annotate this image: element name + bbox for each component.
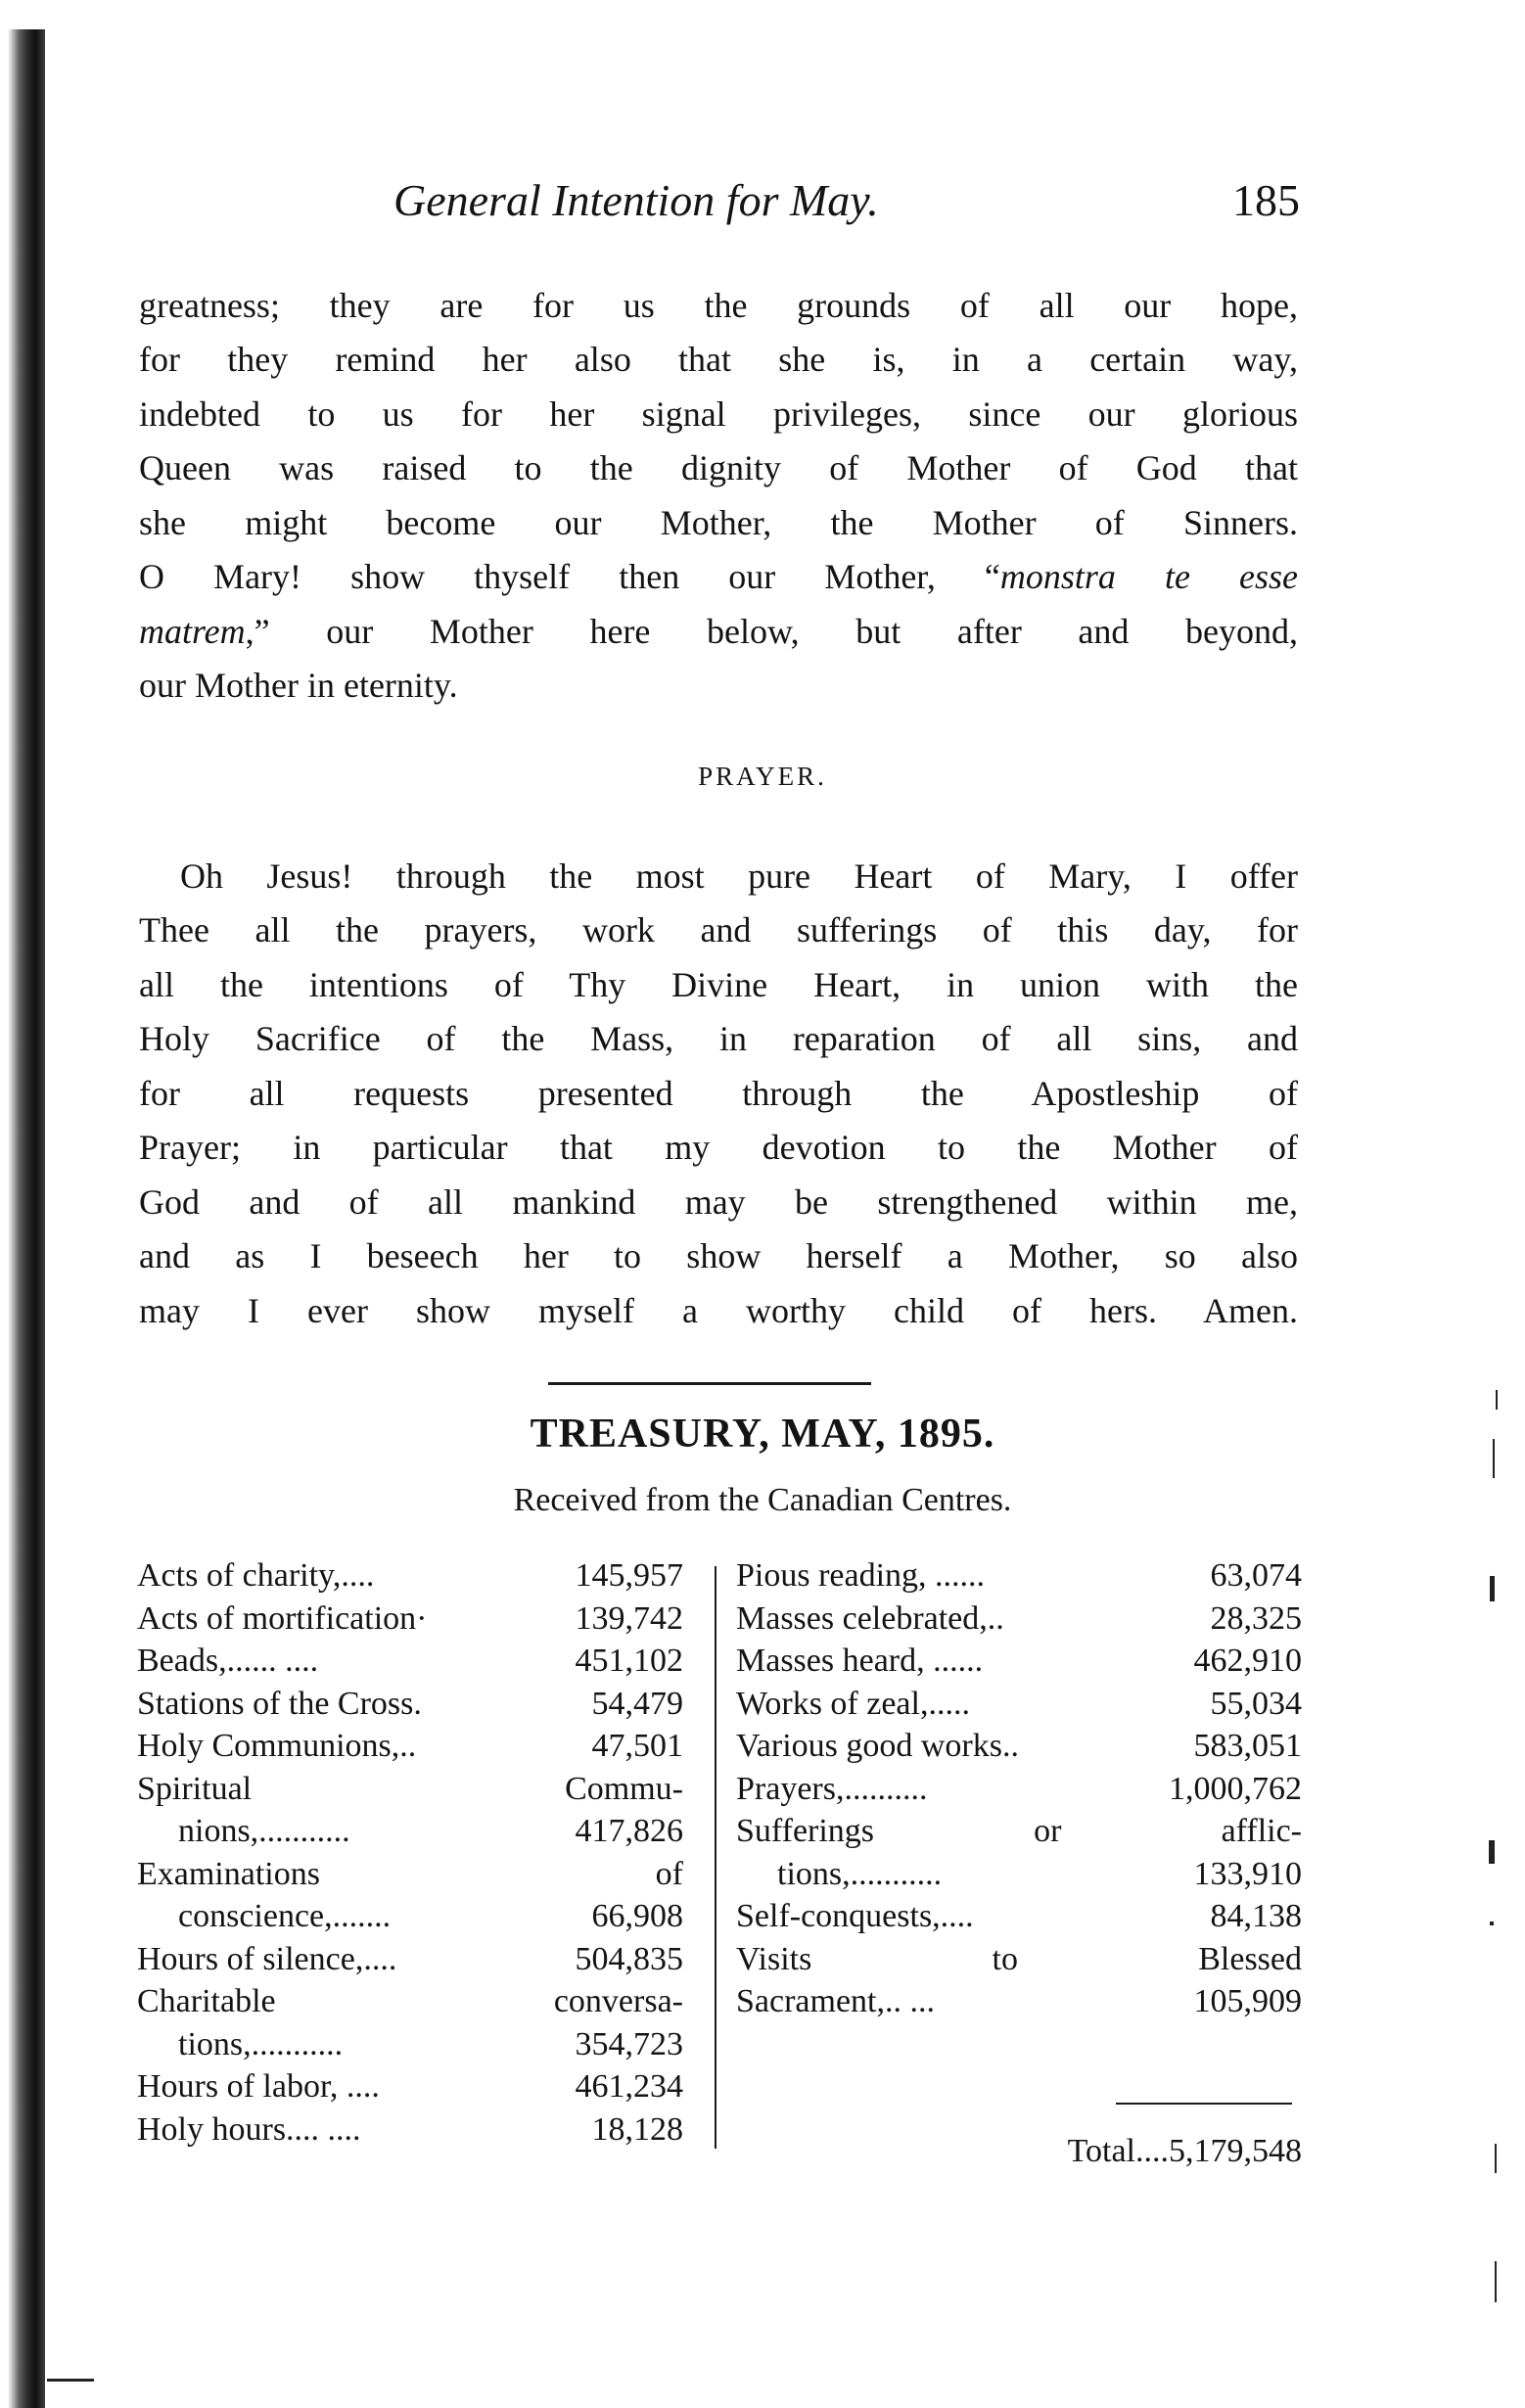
treasury-row bbox=[736, 1853, 1302, 1896]
treasury-row-label: Hours of labor, .... bbox=[137, 2068, 380, 2105]
scan-speck bbox=[1490, 1576, 1495, 1601]
book-spine-edge bbox=[8, 29, 45, 2408]
body-line-with-latin: O Mary! show thyself then our Mother, “monstra te esse bbox=[139, 557, 1298, 596]
body-line: Queen was raised to the dignity of Mother of God that bbox=[139, 448, 1298, 487]
treasury-row bbox=[736, 1598, 1302, 1641]
treasury-row bbox=[137, 2023, 683, 2066]
treasury-row-label: conscience,....... bbox=[178, 1898, 392, 1934]
body-line: greatness; they are for us the grounds of all our hope, bbox=[139, 286, 1298, 325]
treasury-row-value: 583,051 bbox=[1193, 1728, 1302, 1764]
treasury-row bbox=[137, 2108, 683, 2152]
scan-speck bbox=[1495, 2144, 1497, 2173]
treasury-row-value: 145,957 bbox=[575, 1557, 683, 1594]
body-line-with-latin: matrem,” our Mother here below, but after and beyond, bbox=[139, 612, 1298, 651]
scan-speck bbox=[1489, 1840, 1495, 1864]
running-title: General Intention for May. bbox=[393, 175, 879, 225]
treasury-row-label: Sufferings or afflic- bbox=[736, 1813, 1302, 1849]
treasury-row-label: Charitable conversa- bbox=[137, 1983, 683, 2019]
treasury-row bbox=[137, 1810, 683, 1853]
treasury-row bbox=[137, 1853, 683, 1896]
treasury-row-label: Various good works.. bbox=[736, 1728, 1019, 1764]
treasury-row bbox=[137, 1598, 683, 1641]
treasury-total: Total....5,179,548 bbox=[1067, 2133, 1302, 2169]
treasury-row-value: 47,501 bbox=[591, 1728, 683, 1764]
body-line: indebted to us for her signal privileges, since our glorious bbox=[139, 394, 1298, 434]
treasury-row-label: Holy hours.... .... bbox=[137, 2110, 361, 2148]
treasury-row-value: 1,000,762 bbox=[1169, 1770, 1302, 1807]
spine-foot-mark bbox=[47, 2379, 94, 2382]
body-line: for they remind her also that she is, in a certain way, bbox=[139, 340, 1298, 379]
body-line: she might become our Mother, the Mother of Sinners. bbox=[139, 503, 1298, 542]
treasury-row-label: Hours of silence,.... bbox=[137, 1940, 397, 1977]
scan-speck bbox=[1495, 2261, 1497, 2302]
treasury-row bbox=[736, 1725, 1302, 1768]
treasury-row-value: 504,835 bbox=[575, 1940, 683, 1977]
treasury-row-value: 55,034 bbox=[1210, 1685, 1302, 1722]
treasury-row-label: Masses heard, ...... bbox=[736, 1643, 984, 1679]
total-rule bbox=[1116, 2103, 1292, 2105]
treasury-row-label: Masses celebrated,.. bbox=[736, 1599, 1004, 1637]
treasury-row-label: Acts of mortification· bbox=[137, 1599, 428, 1637]
treasury-row bbox=[736, 1810, 1302, 1853]
prayer-line: and as I beseech her to show herself a Mother, so also bbox=[139, 1236, 1298, 1275]
treasury-row bbox=[736, 1640, 1302, 1683]
treasury-row bbox=[736, 1938, 1302, 1981]
treasury-row-value: 105,909 bbox=[1193, 1983, 1302, 2019]
prayer-line: may I ever show myself a worthy child of hers. Amen. bbox=[139, 1291, 1298, 1330]
treasury-row-value: 84,138 bbox=[1210, 1898, 1302, 1934]
treasury-row bbox=[736, 1554, 1302, 1598]
prayer-line: God and of all mankind may be strengthened within me, bbox=[139, 1182, 1298, 1222]
treasury-row-label: Spiritual Commu- bbox=[137, 1770, 683, 1807]
treasury-row-label: Self-conquests,.... bbox=[736, 1898, 974, 1934]
treasury-row-value: 133,910 bbox=[1193, 1855, 1302, 1892]
treasury-row bbox=[137, 1725, 683, 1768]
treasury-row-label: Examinations of bbox=[137, 1855, 683, 1892]
prayer-line: for all requests presented through the Apostleship of bbox=[139, 1074, 1298, 1113]
treasury-row bbox=[137, 1640, 683, 1683]
treasury-row bbox=[137, 1938, 683, 1981]
prayer-line: Prayer; in particular that my devotion to the Mother of bbox=[139, 1128, 1298, 1167]
scan-speck bbox=[1493, 1439, 1495, 1478]
treasury-right-column bbox=[736, 1554, 1302, 2023]
treasury-row-label: Works of zeal,..... bbox=[736, 1685, 970, 1722]
treasury-row-label: tions,........... bbox=[178, 2025, 344, 2062]
treasury-row-value: 28,325 bbox=[1210, 1599, 1302, 1637]
treasury-row bbox=[137, 1554, 683, 1598]
treasury-row-label: Pious reading, ...... bbox=[736, 1557, 986, 1594]
treasury-title: TREASURY, MAY, 1895. bbox=[530, 1412, 995, 1457]
treasury-row bbox=[736, 1683, 1302, 1726]
treasury-row-value: 462,910 bbox=[1193, 1643, 1302, 1679]
scan-speck bbox=[1490, 1922, 1494, 1925]
prayer-line: Oh Jesus! through the most pure Heart of Mary, I offer bbox=[180, 857, 1298, 896]
prayer-heading: PRAYER. bbox=[698, 762, 827, 791]
treasury-row-value: 63,074 bbox=[1210, 1557, 1302, 1594]
treasury-row bbox=[736, 1895, 1302, 1938]
treasury-row bbox=[137, 2065, 683, 2108]
treasury-row bbox=[137, 1768, 683, 1811]
prayer-line: Thee all the prayers, work and sufferings of this day, for bbox=[139, 910, 1298, 949]
treasury-row-value: 139,742 bbox=[575, 1599, 683, 1637]
treasury-row-label: Acts of charity,.... bbox=[137, 1557, 375, 1594]
page-number: 185 bbox=[1232, 175, 1300, 225]
treasury-row-label: Visits to Blessed bbox=[736, 1940, 1302, 1977]
body-line: our Mother in eternity. bbox=[139, 666, 458, 705]
treasury-row-label: nions,........... bbox=[178, 1813, 350, 1849]
treasury-row bbox=[137, 1980, 683, 2023]
page-header bbox=[137, 174, 1300, 243]
treasury-row bbox=[736, 1980, 1302, 2023]
treasury-row-value: 354,723 bbox=[575, 2025, 683, 2062]
prayer-line: all the intentions of Thy Divine Heart, in union with the bbox=[139, 965, 1298, 1004]
prayer-line: Holy Sacrifice of the Mass, in reparation of all sins, and bbox=[139, 1019, 1298, 1058]
treasury-row bbox=[137, 1683, 683, 1726]
treasury-row bbox=[736, 1768, 1302, 1811]
treasury-row-label: Sacrament,.. ... bbox=[736, 1983, 935, 2019]
treasury-row-label: tions,........... bbox=[777, 1855, 943, 1892]
section-divider-rule bbox=[548, 1382, 871, 1385]
treasury-row-value: 18,128 bbox=[591, 2110, 683, 2148]
treasury-row-label: Stations of the Cross. bbox=[137, 1685, 422, 1722]
treasury-row-label: Prayers,.......... bbox=[736, 1770, 928, 1807]
treasury-row bbox=[137, 1895, 683, 1938]
treasury-row-value: 461,234 bbox=[575, 2068, 683, 2105]
treasury-row-value: 451,102 bbox=[575, 1643, 683, 1679]
treasury-left-column bbox=[137, 1554, 683, 2151]
scan-speck bbox=[1496, 1390, 1498, 1410]
treasury-row-label: Beads,...... .... bbox=[137, 1643, 319, 1679]
column-divider bbox=[715, 1566, 716, 2149]
treasury-subtitle: Received from the Canadian Centres. bbox=[513, 1482, 1012, 1518]
treasury-row-value: 417,826 bbox=[575, 1813, 683, 1849]
treasury-row-value: 66,908 bbox=[591, 1898, 683, 1934]
treasury-row-value: 54,479 bbox=[591, 1685, 683, 1722]
treasury-row-label: Holy Communions,.. bbox=[137, 1728, 417, 1764]
